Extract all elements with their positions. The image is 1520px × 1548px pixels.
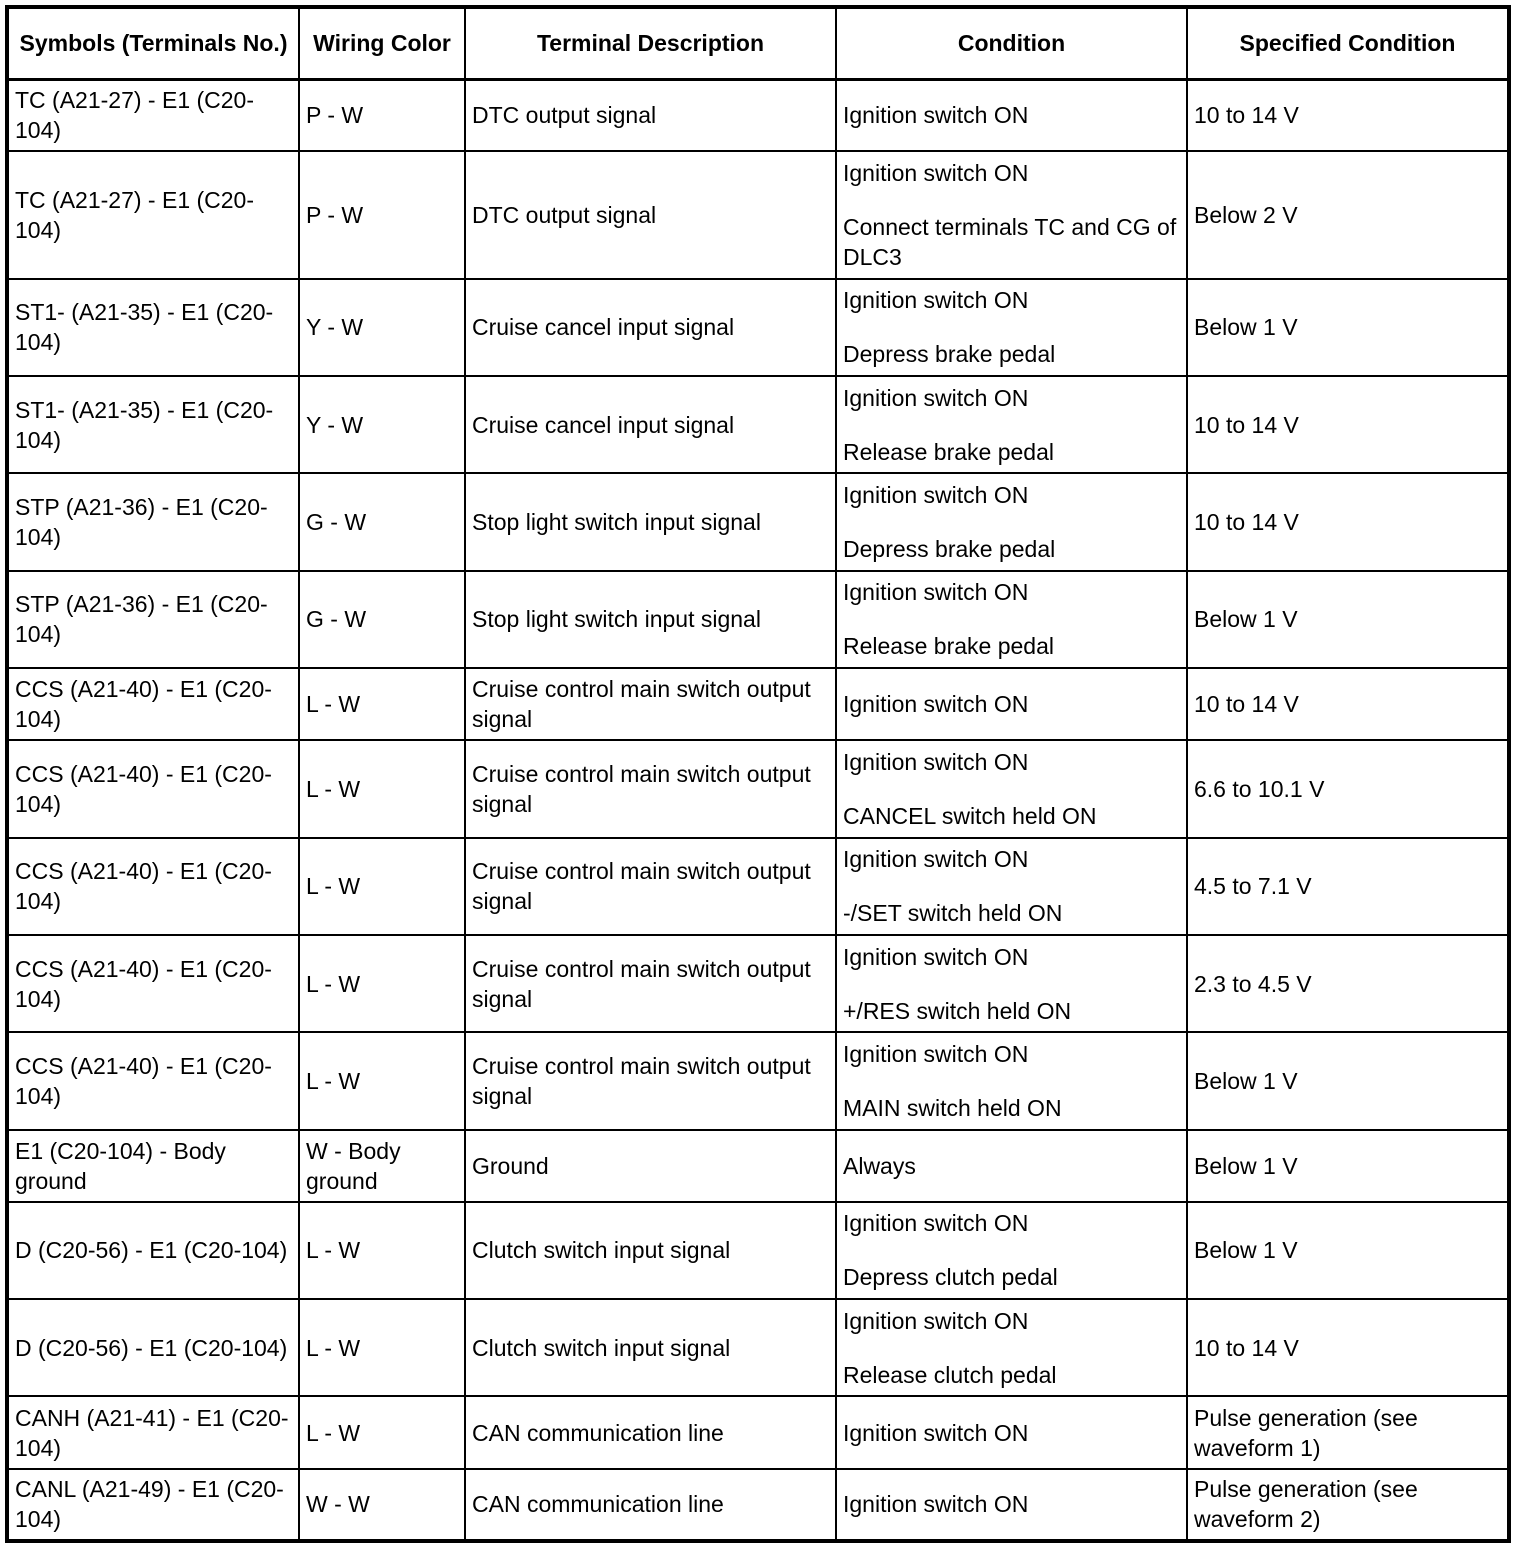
cell-wiring-color: G - W <box>299 473 465 570</box>
cell-condition <box>836 1130 1187 1202</box>
table-row <box>7 668 1509 740</box>
cell-condition <box>836 1469 1187 1541</box>
table-row <box>7 151 1509 278</box>
table-row <box>7 1469 1509 1541</box>
cell-description: Clutch switch input signal <box>465 1202 836 1299</box>
cell-specified: Below 1 V <box>1187 1032 1509 1129</box>
cell-wiring-color: W - Body ground <box>299 1130 465 1202</box>
cell-specified: Pulse generation (see waveform 1) <box>1187 1396 1509 1468</box>
cell-wiring-color: L - W <box>299 1299 465 1396</box>
cell-condition <box>836 473 1187 570</box>
cell-specified: 10 to 14 V <box>1187 668 1509 740</box>
table-row <box>7 376 1509 473</box>
cell-specified: Below 1 V <box>1187 1202 1509 1299</box>
cell-condition <box>836 376 1187 473</box>
cell-symbol: CCS (A21-40) - E1 (C20-104) <box>7 1032 299 1129</box>
condition-line: Depress brake pedal <box>843 535 1056 562</box>
cell-symbol: STP (A21-36) - E1 (C20-104) <box>7 473 299 570</box>
cell-wiring-color: G - W <box>299 571 465 668</box>
condition-line: Ignition switch ON <box>843 748 1029 775</box>
cell-wiring-color: L - W <box>299 740 465 837</box>
condition-line: Ignition switch ON <box>843 943 1029 970</box>
cell-description: Cruise control main switch output signal <box>465 740 836 837</box>
cell-symbol: E1 (C20-104) - Body ground <box>7 1130 299 1202</box>
cell-condition <box>836 935 1187 1032</box>
table-row <box>7 1396 1509 1468</box>
table-row <box>7 79 1509 151</box>
cell-wiring-color: L - W <box>299 838 465 935</box>
cell-condition <box>836 1396 1187 1468</box>
cell-condition <box>836 79 1187 151</box>
cell-specified: 10 to 14 V <box>1187 1299 1509 1396</box>
cell-symbol: D (C20-56) - E1 (C20-104) <box>7 1299 299 1396</box>
cell-description: Stop light switch input signal <box>465 571 836 668</box>
cell-description: Cruise cancel input signal <box>465 279 836 376</box>
terminal-spec-table <box>5 5 1511 1543</box>
cell-description: CAN communication line <box>465 1469 836 1541</box>
cell-description: DTC output signal <box>465 79 836 151</box>
cell-wiring-color: L - W <box>299 1396 465 1468</box>
cell-wiring-color: Y - W <box>299 376 465 473</box>
condition-line: Release brake pedal <box>843 438 1054 465</box>
cell-symbol: CCS (A21-40) - E1 (C20-104) <box>7 740 299 837</box>
cell-condition <box>836 740 1187 837</box>
cell-description: Cruise control main switch output signal <box>465 668 836 740</box>
cell-description: DTC output signal <box>465 151 836 278</box>
cell-specified: 4.5 to 7.1 V <box>1187 838 1509 935</box>
condition-line: Ignition switch ON <box>843 1419 1029 1446</box>
condition-line: Ignition switch ON <box>843 1210 1029 1237</box>
condition-line: CANCEL switch held ON <box>843 802 1097 829</box>
cell-symbol: CANH (A21-41) - E1 (C20-104) <box>7 1396 299 1468</box>
cell-description: Cruise control main switch output signal <box>465 935 836 1032</box>
cell-symbol: CCS (A21-40) - E1 (C20-104) <box>7 935 299 1032</box>
cell-condition <box>836 838 1187 935</box>
condition-line: Connect terminals TC and CG of DLC3 <box>843 213 1177 270</box>
cell-wiring-color: Y - W <box>299 279 465 376</box>
table-body <box>7 79 1509 1541</box>
cell-wiring-color: L - W <box>299 935 465 1032</box>
condition-line: Release brake pedal <box>843 633 1054 660</box>
table-row <box>7 935 1509 1032</box>
header-row <box>7 7 1509 79</box>
cell-specified: 10 to 14 V <box>1187 79 1509 151</box>
condition-line: Ignition switch ON <box>843 1307 1029 1334</box>
cell-wiring-color: W - W <box>299 1469 465 1541</box>
cell-specified: 6.6 to 10.1 V <box>1187 740 1509 837</box>
condition-line: -/SET switch held ON <box>843 900 1063 927</box>
table-row <box>7 1202 1509 1299</box>
condition-line: Ignition switch ON <box>843 1491 1029 1518</box>
cell-symbol: ST1- (A21-35) - E1 (C20-104) <box>7 376 299 473</box>
condition-line: Ignition switch ON <box>843 159 1029 186</box>
cell-description: Cruise control main switch output signal <box>465 1032 836 1129</box>
cell-condition <box>836 151 1187 278</box>
condition-line: Depress brake pedal <box>843 341 1056 368</box>
condition-line: Depress clutch pedal <box>843 1264 1058 1291</box>
table-row <box>7 1032 1509 1129</box>
header-specified-condition: Specified Condition <box>1187 7 1509 79</box>
cell-specified: Below 1 V <box>1187 1130 1509 1202</box>
cell-description: Ground <box>465 1130 836 1202</box>
cell-wiring-color: P - W <box>299 151 465 278</box>
cell-specified: Below 1 V <box>1187 571 1509 668</box>
cell-specified: 10 to 14 V <box>1187 473 1509 570</box>
table-row <box>7 1299 1509 1396</box>
condition-line: Ignition switch ON <box>843 287 1029 314</box>
cell-specified: 2.3 to 4.5 V <box>1187 935 1509 1032</box>
cell-specified: 10 to 14 V <box>1187 376 1509 473</box>
cell-symbol: TC (A21-27) - E1 (C20-104) <box>7 151 299 278</box>
cell-wiring-color: L - W <box>299 668 465 740</box>
header-condition: Condition <box>836 7 1187 79</box>
condition-line: Ignition switch ON <box>843 102 1029 129</box>
condition-line: Ignition switch ON <box>843 1040 1029 1067</box>
cell-condition <box>836 571 1187 668</box>
cell-specified: Below 2 V <box>1187 151 1509 278</box>
cell-symbol: D (C20-56) - E1 (C20-104) <box>7 1202 299 1299</box>
header-symbols: Symbols (Terminals No.) <box>7 7 299 79</box>
cell-wiring-color: P - W <box>299 79 465 151</box>
condition-line: Ignition switch ON <box>843 579 1029 606</box>
cell-condition <box>836 668 1187 740</box>
cell-symbol: CANL (A21-49) - E1 (C20-104) <box>7 1469 299 1541</box>
cell-wiring-color: L - W <box>299 1202 465 1299</box>
table-row <box>7 571 1509 668</box>
cell-symbol: STP (A21-36) - E1 (C20-104) <box>7 571 299 668</box>
cell-symbol: CCS (A21-40) - E1 (C20-104) <box>7 668 299 740</box>
condition-line: Always <box>843 1152 916 1179</box>
header-wiring-color: Wiring Color <box>299 7 465 79</box>
cell-symbol: ST1- (A21-35) - E1 (C20-104) <box>7 279 299 376</box>
condition-line: MAIN switch held ON <box>843 1094 1062 1121</box>
table-row <box>7 279 1509 376</box>
cell-specified: Pulse generation (see waveform 2) <box>1187 1469 1509 1541</box>
condition-line: Ignition switch ON <box>843 691 1029 718</box>
table-row <box>7 473 1509 570</box>
cell-specified: Below 1 V <box>1187 279 1509 376</box>
condition-line: Ignition switch ON <box>843 846 1029 873</box>
cell-description: Stop light switch input signal <box>465 473 836 570</box>
cell-condition <box>836 279 1187 376</box>
condition-line: Release clutch pedal <box>843 1361 1057 1388</box>
condition-line: Ignition switch ON <box>843 481 1029 508</box>
cell-description: Clutch switch input signal <box>465 1299 836 1396</box>
cell-wiring-color: L - W <box>299 1032 465 1129</box>
header-terminal-description: Terminal Description <box>465 7 836 79</box>
table-row <box>7 740 1509 837</box>
cell-description: Cruise cancel input signal <box>465 376 836 473</box>
cell-description: CAN communication line <box>465 1396 836 1468</box>
cell-description: Cruise control main switch output signal <box>465 838 836 935</box>
cell-condition <box>836 1202 1187 1299</box>
cell-condition <box>836 1032 1187 1129</box>
table-row <box>7 838 1509 935</box>
condition-line: Ignition switch ON <box>843 384 1029 411</box>
cell-condition <box>836 1299 1187 1396</box>
condition-line: +/RES switch held ON <box>843 997 1072 1024</box>
cell-symbol: CCS (A21-40) - E1 (C20-104) <box>7 838 299 935</box>
table-row <box>7 1130 1509 1202</box>
cell-symbol: TC (A21-27) - E1 (C20-104) <box>7 79 299 151</box>
